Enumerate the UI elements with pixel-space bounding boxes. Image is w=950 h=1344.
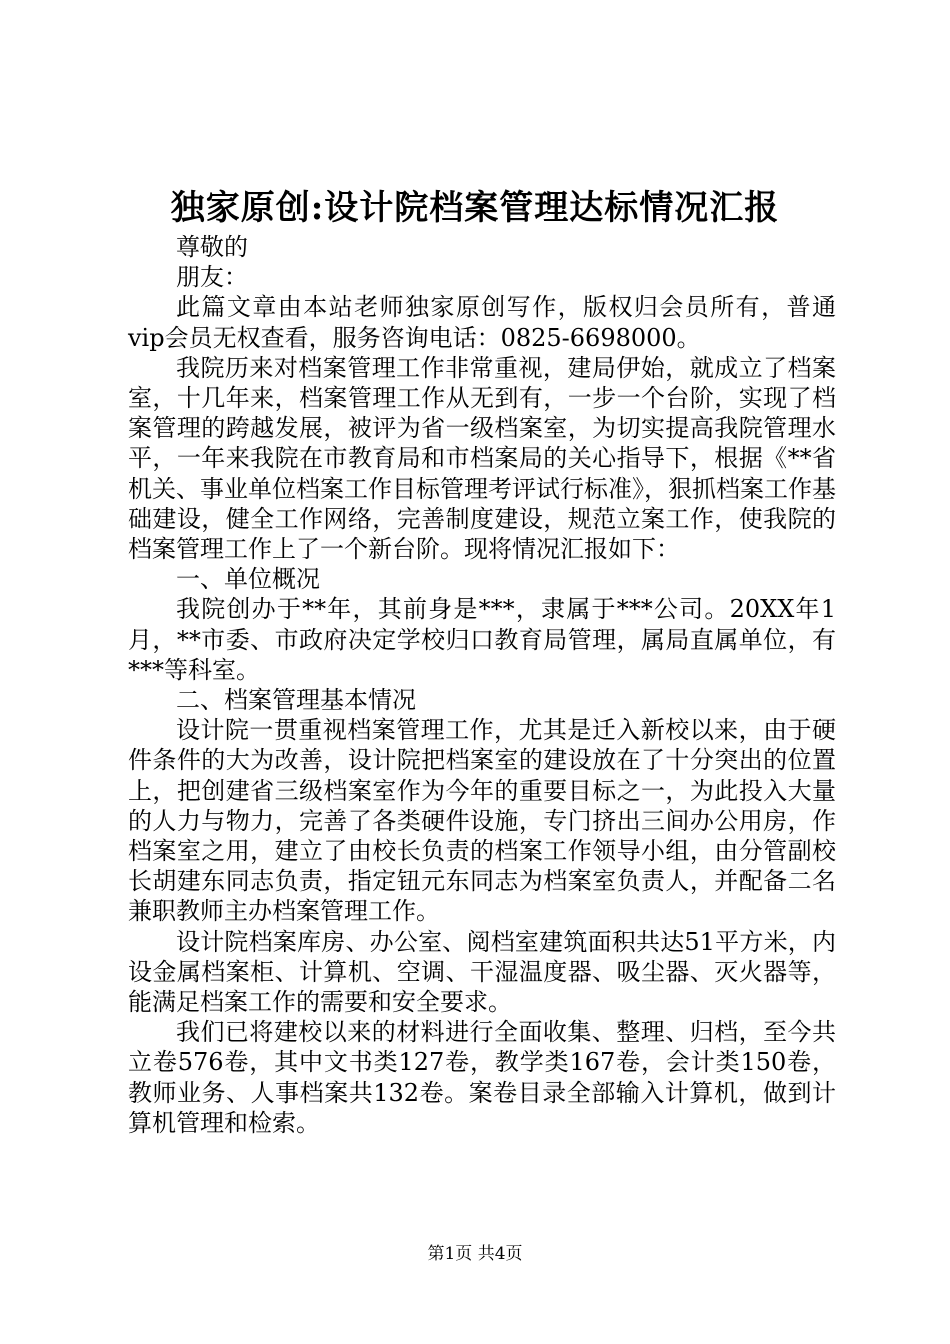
copyright-notice-paragraph: 此篇文章由本站老师独家原创写作，版权归会员所有，普通vip会员无权查看，服务咨询电话：0825-6698000。: [128, 293, 836, 352]
document-body: [128, 232, 836, 1138]
intro-paragraph: 我院历来对档案管理工作非常重视，建局伊始，就成立了档案室，十几年来，档案管理工作从无到有，一步一个台阶，实现了档案管理的跨越发展，被评为省一级档案室，为切实提高我院管理水平，一年来我院在市教育局和市档案局的关心指导下，根据《**省机关、事业单位档案工作目标管理考评试行标准》，狠抓档案工作基础建设，健全工作网络，完善制度建设，规范立案工作，使我院的档案管理工作上了一个新台阶。现将情况汇报如下：: [128, 353, 836, 564]
records-paragraph: 我们已将建校以来的材料进行全面收集、整理、归档，至今共立卷576卷，其中文书类127卷，教学类167卷，会计类150卷，教师业务、人事档案共132卷。案卷目录全部输入计算机，做到计算机管理和检索。: [128, 1018, 836, 1137]
section-heading-2: 二、档案管理基本情况: [176, 686, 416, 715]
facilities-paragraph: 设计院档案库房、办公室、阅档室建筑面积共达51平方米，内设金属档案柜、计算机、空调、干湿温度器、吸尘器、灭火器等，能满足档案工作的需要和安全要求。: [128, 927, 836, 1017]
section-heading-1: 一、单位概况: [176, 565, 320, 594]
document-title: 独家原创:设计院档案管理达标情况汇报: [170, 188, 780, 228]
greeting-line-2: 朋友：: [176, 263, 248, 292]
archive-management-paragraph: 设计院一贯重视档案管理工作，尤其是迁入新校以来，由于硬件条件的大为改善，设计院把档案室的建设放在了十分突出的位置上，把创建省三级档案室作为今年的重要目标之一，为此投入大量的人力与物力，完善了各类硬件设施，专门挤出三间办公用房，作档案室之用，建立了由校长负责的档案工作领导小组，由分管副校长胡建东同志负责，指定钮元东同志为档案室负责人，并配备二名兼职教师主办档案管理工作。: [128, 716, 836, 926]
greeting-line-1: 尊敬的: [176, 233, 248, 261]
unit-overview-paragraph: 我院创办于**年，其前身是***，隶属于***公司。20XX年1月，**市委、市政府决定学校归口教育局管理，属局直属单位，有***等科室。: [128, 595, 836, 684]
page-number-footer: 第1页 共4页: [427, 1244, 523, 1264]
